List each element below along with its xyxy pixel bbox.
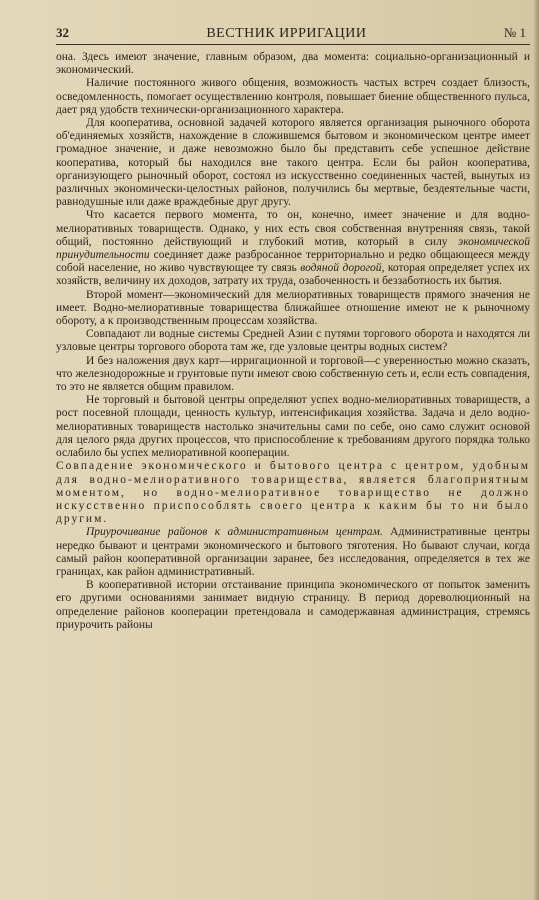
emphasis: водяной дорогой [300,262,382,275]
emphasis: экономической принудительности [56,235,530,262]
paragraph: она. Здесь имеют значение, главным образом, два момента: социально-организационный и экономический. [56,51,530,77]
journal-title: ВЕСТНИК ИРРИГАЦИИ [206,26,367,41]
text-run: Административные центры нередко бывают и центрами экономического и бытового тяготения. Но бывают случаи, когда самый район кооперативной организации заранее, без исследования, определяется в тех же границах, как район административный. [56,526,530,578]
text-run: , которая определяет успех их хозяйств, величину их доходов, затрату их труда, озабоченность и беззаботность их бытия. [56,262,530,288]
running-header [56,25,530,45]
paragraph: Для кооператива, основной задачей которого является организация рыночного оборота об'единяемых хозяйств, нахождение в сложившемся бытовом и экономическом центре имеет громадное значение, и даже невозможно было бы представить себе успешное действие кооператива, который бы находился вне такого центра. Если бы район кооператива, организующего рыночный оборот, состоял из искусственно соединенных частей, вынутых из различных экономически-целостных районов, получились бы мертвые, бездеятельные части, равнодушные или даже враждебные друг другу. [56,117,530,209]
paragraph [56,526,530,579]
article-body [56,51,530,632]
issue-number: № 1 [503,25,526,40]
paragraph: Второй момент—экономический для мелиоративных товариществ прямого значения не имеет. Водно-мелиоративные товарищества ближайшее отношение имеют не к рыночному обороту, а к производственным процессам хозяйства. [56,288,530,328]
spaced-paragraph: Совпадение экономического и бытового центра с центром, удобным для водно-мелиоративного товарищества, является благоприятным моментом, но водно-мелиоративное товарищество не должно искусственно приспособлять своего центра к каким бы то ни было другим. [56,460,530,526]
text-run: Что касается первого момента, то он, конечно, имеет значение и для водно-мелиоративных товариществ. Однако, у них есть своя собственная внутренняя связь, такой общий, постоянно действующий и глубокий мотив, который в силу [56,209,530,248]
text-run: соединяет даже разбросанное территориально и редко общающееся между собой население, но живо чувствующее ту связь [56,249,530,275]
paragraph: Не торговый и бытовой центры определяют успех водно-мелиоративных товариществ, а рост посевной площади, ценность культур, интенсификация хозяйства. Задача и дело водно-мелиоративных товариществ настолько значительны сами по себе, оно само служит основой для целого ряда других процессов, что приспособление к требованиям другого порядка только ослабило бы успех мелиоративной кооперации. [56,394,530,460]
paragraph [56,209,530,288]
paragraph: Наличие постоянного живого общения, возможность частых встреч создает близость, осведомленность, помогает осуществлению контроля, повышает биение общественного пульса, дает ряд удобств технически-организационного характера. [56,77,530,116]
paragraph: Совпадают ли водные системы Средней Азии с путями торгового оборота и находятся ли узловые центры торгового оборота там же, где узловые центры водных систем? [56,328,530,354]
section-heading: Приурочивание районов к административным центрам. [86,526,383,539]
paragraph: И без наложения двух карт—ирригационной и торговой—с уверенностью можно сказать, что железнодорожные и грунтовые пути имеют свою собственную сеть и, если есть совпадения, то это не является общим правилом. [56,354,530,394]
paragraph: В кооперативной истории отстаивание принципа экономического от попыток заменить его другими основаниями занимает видную страницу. В период дореволюционный на определение районов кооперации претендовала и самодержавная администрация, стремясь приурочить районы [56,579,530,631]
page-number: 32 [56,25,69,40]
